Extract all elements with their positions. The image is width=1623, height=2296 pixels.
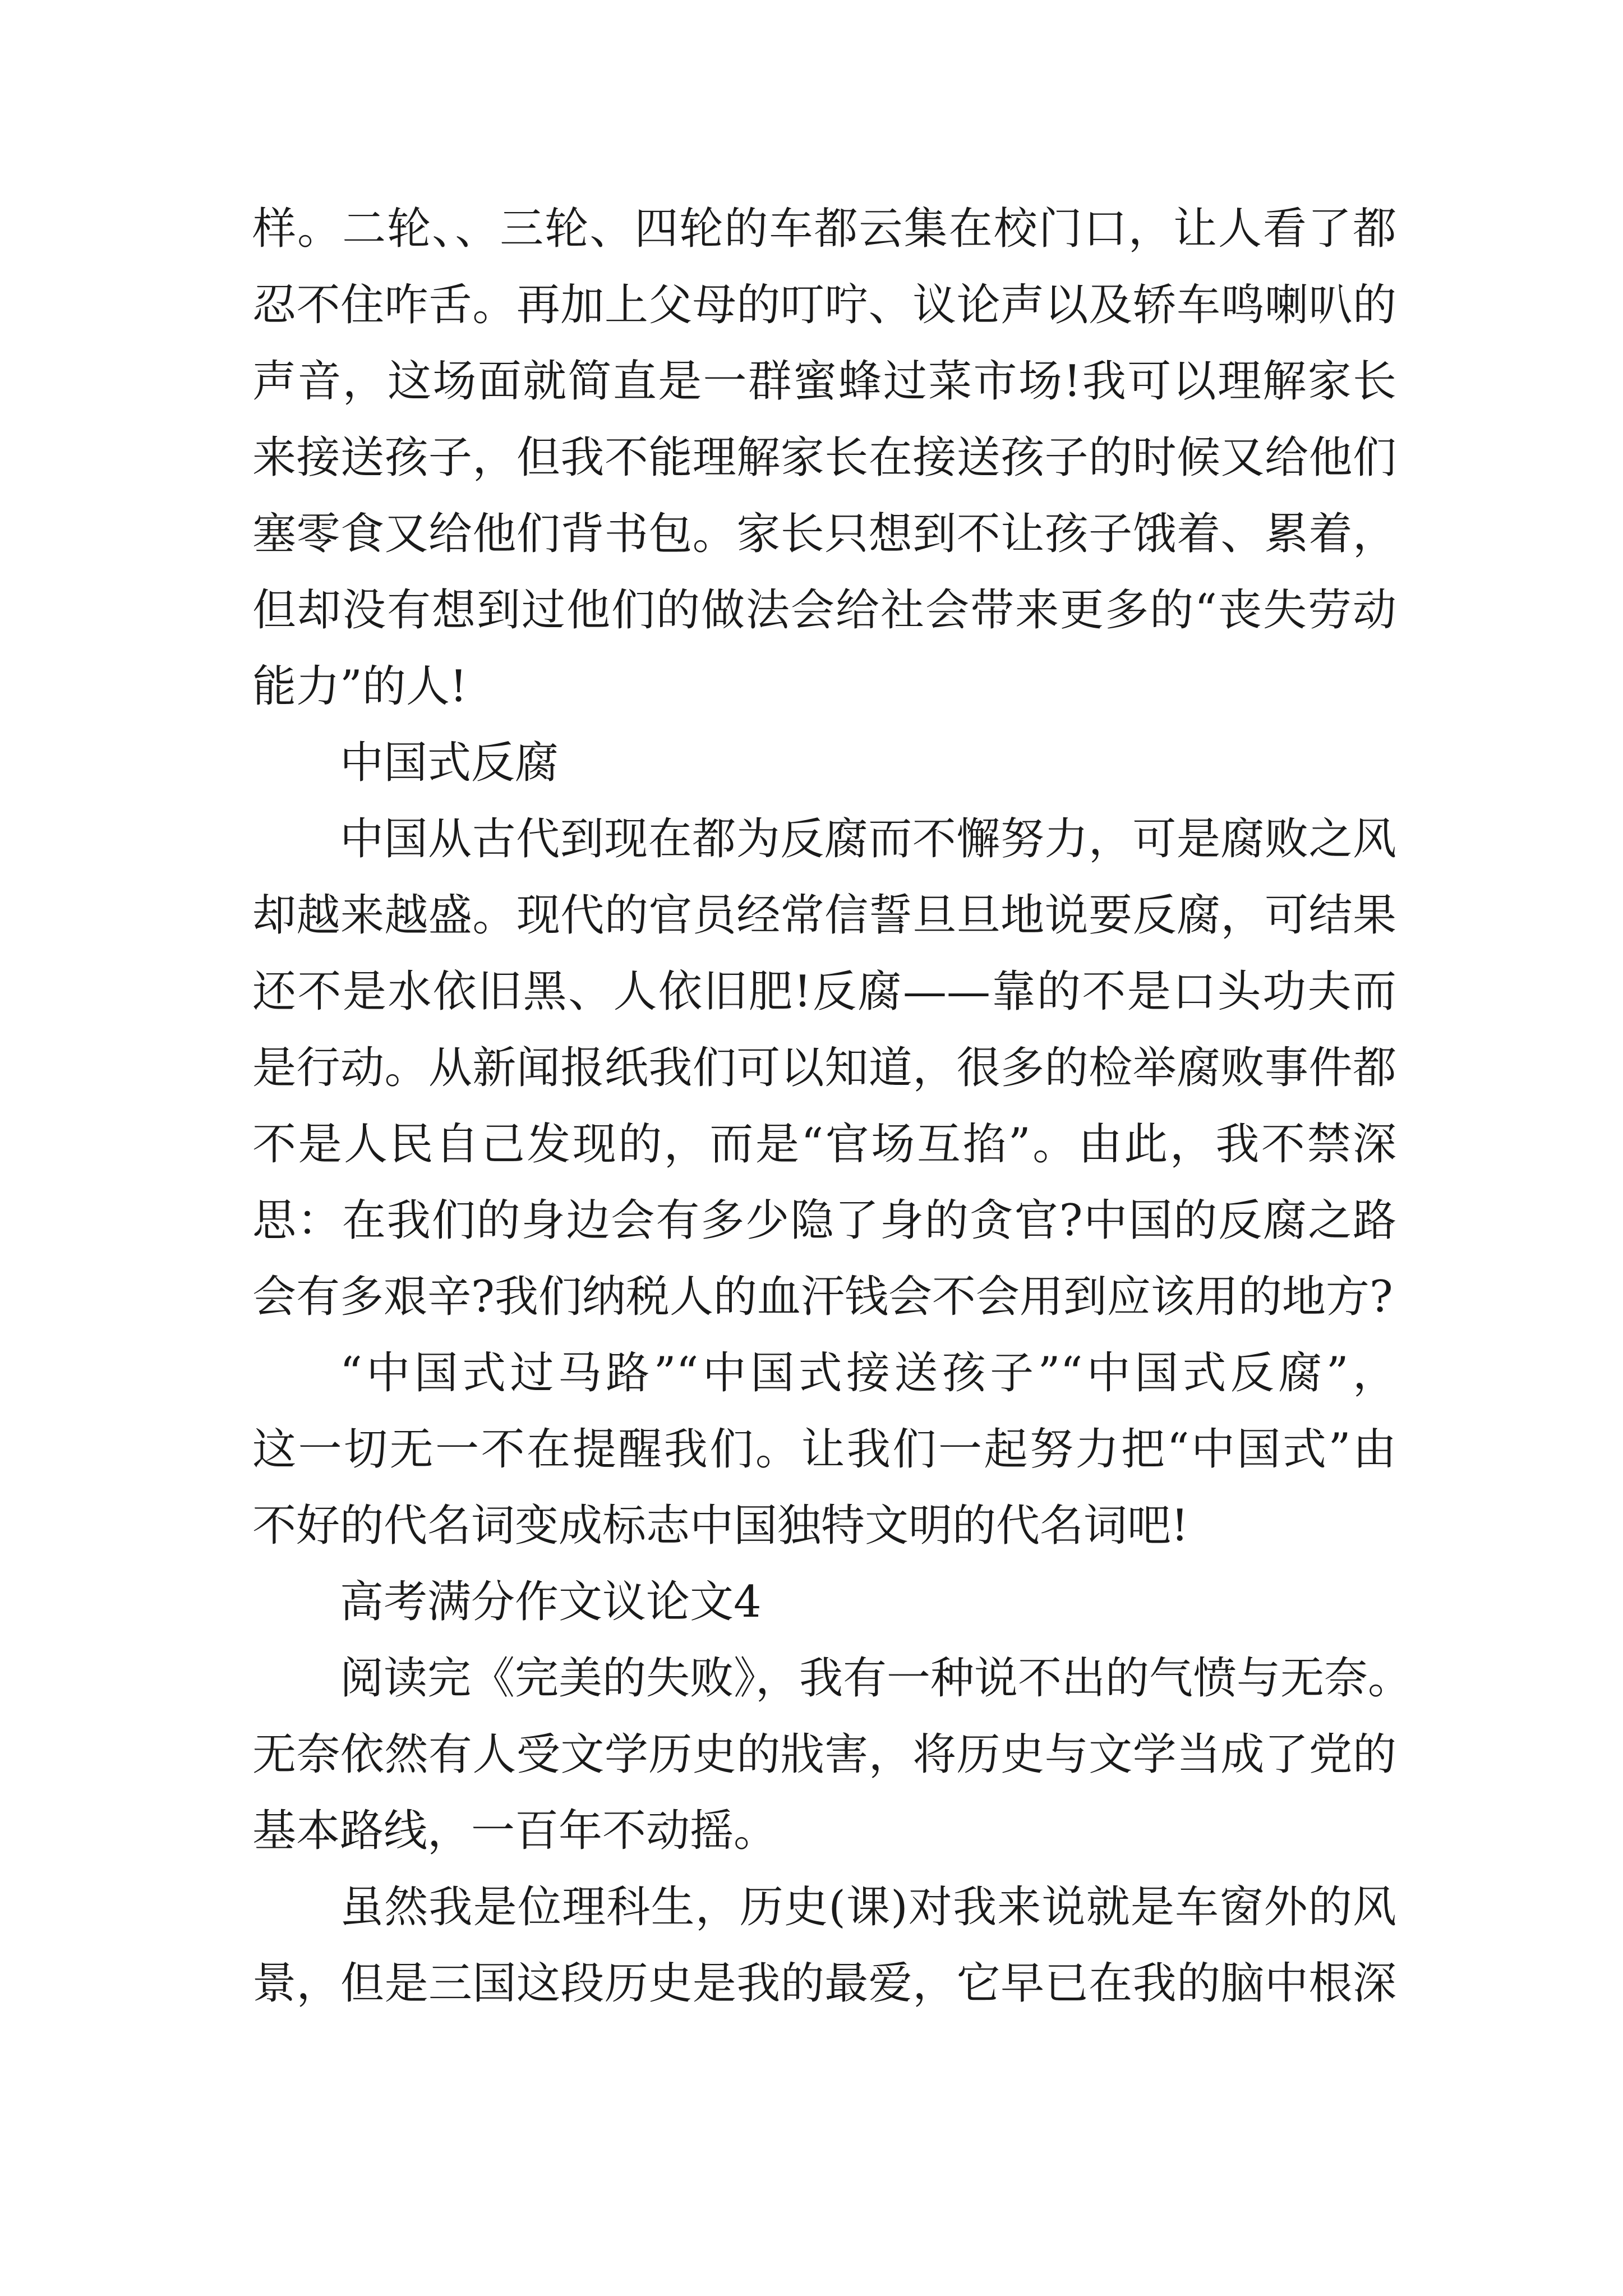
paragraph-line: 景，但是三国这段历史是我的最爱，它早已在我的脑中根深 — [252, 1958, 1396, 2009]
paragraph — [252, 1869, 1396, 2022]
paragraph-line: 却越来越盛。现代的官员经常信誓旦旦地说要反腐，可结果 — [252, 890, 1396, 941]
paragraph-line: 会有多艰辛?我们纳税人的血汗钱会不会用到应该用的地方? — [252, 1272, 1393, 1322]
paragraph-line: 无奈依然有人受文学历史的戕害，将历史与文学当成了党的 — [252, 1729, 1396, 1780]
paragraph-line: 虽然我是位理科生，历史(课)对我来说就是车窗外的风 — [340, 1882, 1396, 1932]
paragraph-line: 塞零食又给他们背书包。家长只想到不让孩子饿着、累着， — [252, 509, 1396, 559]
paragraph — [252, 801, 1396, 1335]
paragraph-line: 不好的代名词变成标志中国独特文明的代名词吧! — [252, 1501, 1189, 1551]
paragraph-line: 阅读完《完美的失败》，我有一种说不出的气愤与无奈。 — [340, 1653, 1412, 1704]
paragraph-line: 是行动。从新闻报纸我们可以知道，很多的检举腐败事件都 — [252, 1043, 1396, 1093]
paragraph-line: 这一切无一不在提醒我们。让我们一起努力把“中国式”由 — [252, 1424, 1396, 1475]
paragraph-line: 但却没有想到过他们的做法会给社会带来更多的“丧失劳动 — [252, 585, 1396, 636]
paragraph — [252, 1335, 1396, 1564]
paragraph-line: 基本路线，一百年不动摇。 — [252, 1806, 778, 1856]
paragraph-line: 来接送孩子，但我不能理解家长在接送孩子的时候又给他们 — [252, 432, 1396, 483]
paragraph-line: 样。二轮、、三轮、四轮的车都云集在校门口，让人看了都 — [252, 204, 1396, 254]
paragraph — [252, 1640, 1412, 1869]
document-page — [252, 191, 1412, 2022]
paragraph — [252, 191, 1396, 725]
paragraph-line: 思：在我们的身边会有多少隐了身的贪官?中国的反腐之路 — [252, 1195, 1396, 1246]
paragraph-line: 声音，这场面就简直是一群蜜蜂过菜市场!我可以理解家长 — [252, 356, 1396, 407]
paragraph-line: 忍不住咋舌。再加上父母的叮咛、议论声以及轿车鸣喇叭的 — [252, 280, 1396, 330]
paragraph-line: 能力”的人! — [252, 661, 468, 712]
heading-text: 中国式反腐 — [340, 738, 559, 788]
paragraph-line: “中国式过马路”“中国式接送孩子”“中国式反腐”， — [340, 1348, 1396, 1398]
paragraph-line: 不是人民自己发现的，而是“官场互掐”。由此，我不禁深 — [252, 1119, 1396, 1170]
paragraph-line: 还不是水依旧黑、人依旧肥!反腐——靠的不是口头功夫而 — [252, 967, 1396, 1017]
section-heading — [252, 1564, 1396, 1640]
heading-text: 高考满分作文议论文4 — [340, 1577, 762, 1627]
section-heading — [252, 725, 1396, 801]
paragraph-line: 中国从古代到现在都为反腐而不懈努力，可是腐败之风 — [340, 814, 1396, 864]
